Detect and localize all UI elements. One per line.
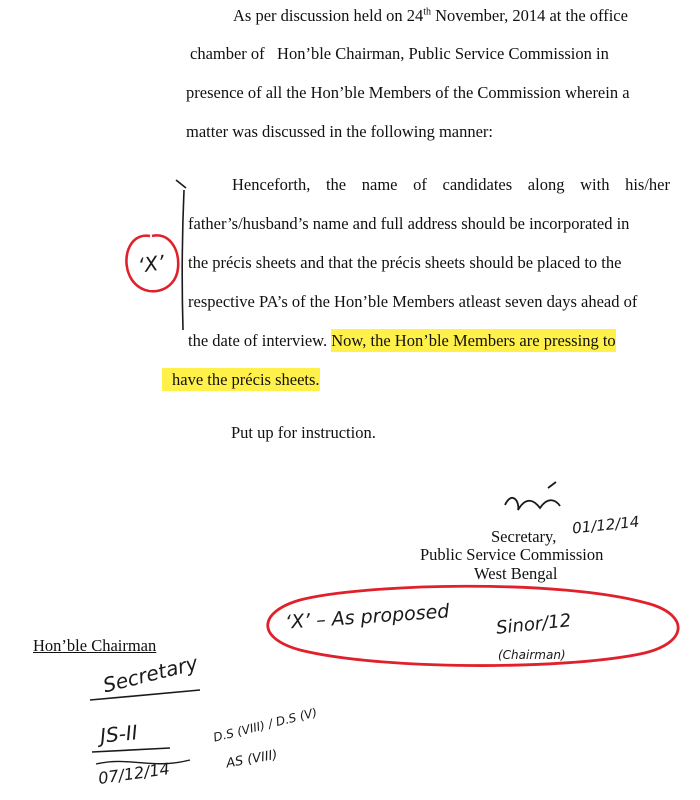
highlighted-text-1: Now, the Hon’ble Members are pressing to — [331, 331, 616, 350]
ordinal-suffix: th — [423, 6, 431, 18]
note-as: AS (VIII) — [225, 747, 279, 772]
remark-text: ‘X’ – As proposed — [284, 600, 451, 634]
note-date: 07/12/14 — [97, 759, 171, 788]
para2-line4: respective PA’s of the Hon’ble Members atleast seven days ahead of — [188, 292, 638, 311]
note-js-underline — [92, 748, 170, 752]
para1-line1-text-end: November, 2014 at the office — [430, 6, 628, 25]
para2-line5-plain: the date of interview. — [188, 331, 332, 350]
note-ds: D.S (VIII) / D.S (V) — [211, 705, 319, 745]
para1-line1-text: As per discussion held on 24 — [233, 6, 424, 25]
margin-bracket-line — [182, 190, 184, 330]
signature-date: 01/12/14 — [571, 512, 641, 538]
para1-line3: presence of all the Hon’ble Members of the Commission wherein a — [186, 83, 630, 102]
margin-mark: ‘X’ — [136, 250, 166, 278]
signature-designation: Secretary, — [491, 527, 557, 546]
remark-role: (Chairman) — [498, 648, 566, 662]
addressee: Hon’ble Chairman — [33, 636, 157, 655]
para2-line1: Henceforth, the name of candidates along with his/her — [232, 175, 670, 194]
para2-line3: the précis sheets and that the précis sheets should be placed to the — [188, 253, 622, 272]
highlighted-text-2: have the précis sheets. — [162, 368, 320, 391]
para2-line2: father’s/husband’s name and full address should be incorporated in — [188, 214, 630, 233]
secretary-signature — [505, 482, 560, 510]
closing-line: Put up for instruction. — [231, 423, 376, 442]
note-secretary: Secretary — [100, 650, 201, 698]
para1-line2: chamber of Hon’ble Chairman, Public Service Commission in — [190, 44, 609, 63]
margin-bracket-top — [176, 180, 186, 188]
note-js: JS-II — [98, 720, 139, 748]
para1-line4: matter was discussed in the following manner: — [186, 122, 494, 141]
signature-org-line1: Public Service Commission — [420, 545, 604, 564]
signature-org-line2: West Bengal — [474, 564, 558, 583]
remark-sign: Sinor/12 — [495, 610, 573, 639]
